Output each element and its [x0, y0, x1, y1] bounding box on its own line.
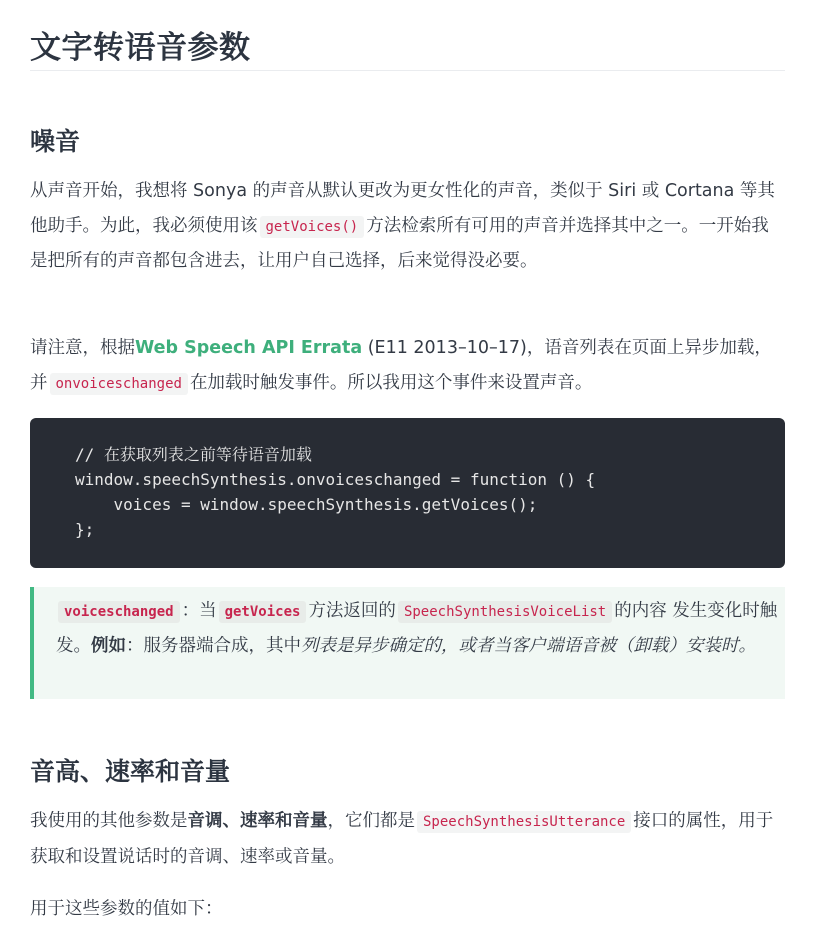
text: 从声音开始，我想将 Sonya 的声音从默认更改为更女性化的声音，类似于 Siri 或 Cortana 等其他助手。为此，我必须使用该	[30, 181, 775, 236]
tip-text	[56, 594, 786, 663]
text: 接口的属性，用于获取和设置说话时的音调、速率或音量。	[30, 811, 774, 867]
inline-code-voicelist: SpeechSynthesisVoiceList	[398, 601, 612, 623]
paragraph-errata	[30, 331, 780, 401]
text: 的内容 发生变化时触发。	[56, 601, 778, 656]
code-block	[30, 418, 785, 568]
inline-code-getvoices: getVoices()	[260, 216, 365, 238]
section-heading-pitch: 音高、速率和音量	[30, 757, 231, 786]
text: ，它们都是	[327, 811, 415, 831]
text: 方法检索所有可用的声音并选择其中之一。一开始我是把所有的声音都包含进去，让用户自己选择，后来觉得没必要。	[30, 215, 769, 271]
paragraph-values: 用于这些参数的值如下：	[30, 899, 223, 919]
text: 请注意，根据	[30, 338, 135, 358]
inline-code-getvoices-tip: getVoices	[219, 601, 307, 623]
paragraph-params	[30, 804, 780, 874]
text: (E11 2013–10–17)，语音列表在页面上异步加载，并	[30, 338, 772, 393]
text: 我使用的其他参数是	[30, 811, 188, 831]
paragraph-voices-intro	[30, 174, 780, 279]
bold-params: 音调、速率和音量	[187, 811, 328, 831]
inline-code-voiceschanged: voiceschanged	[58, 601, 180, 623]
bold-example: 例如	[91, 636, 126, 656]
italic-text: 列表是异步确定的，或者当客户端语音被（卸载）安装时。	[301, 636, 756, 656]
inline-code-onvoiceschanged: onvoiceschanged	[50, 373, 188, 395]
section-heading-noise: 噪音	[30, 127, 81, 156]
text: ：当	[181, 601, 217, 621]
text: ：服务器端合成，其中	[126, 636, 301, 656]
inline-code-utterance: SpeechSynthesisUtterance	[417, 811, 631, 833]
page-title: 文字转语音参数	[30, 30, 251, 66]
errata-link[interactable]: Web Speech API Errata	[135, 338, 363, 358]
tip-callout	[30, 587, 785, 699]
code-block-content: // 在获取列表之前等待语音加载 window.speechSynthesis.onvoiceschanged = function () { voices = window.speechSynthesis.getVoices(); };	[75, 445, 596, 539]
text: 方法返回的	[308, 601, 396, 621]
title-divider	[30, 70, 785, 71]
text: 在加载时触发事件。所以我用这个事件来设置声音。	[189, 372, 593, 393]
